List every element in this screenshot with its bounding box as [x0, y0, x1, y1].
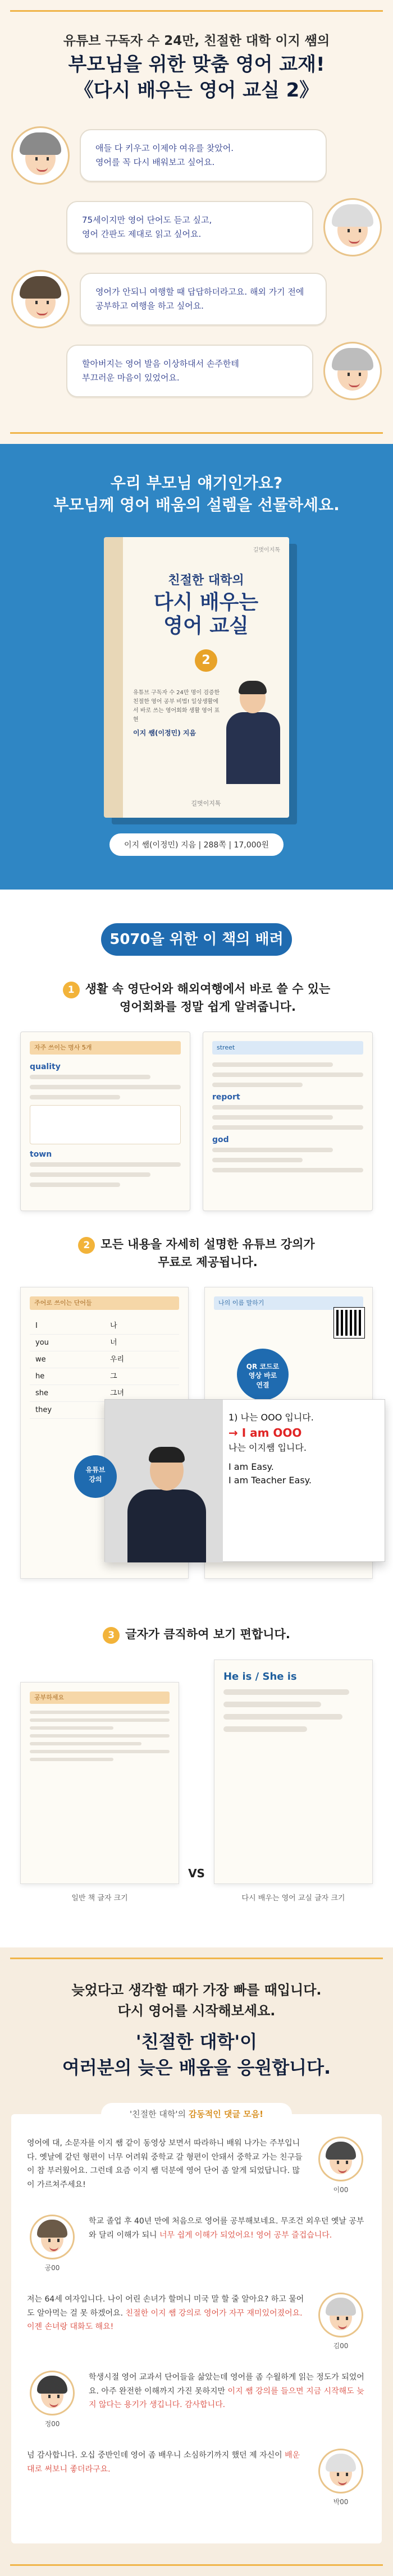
quote-bubble: 애들 다 키우고 이제야 여유를 찾았어. 영어를 꼭 다시 배워보고 싶어요. — [80, 129, 327, 182]
feature-number: 2 — [78, 1237, 95, 1254]
lead-line2: 다시 영어를 시작해보세요. — [117, 2003, 276, 2019]
review-item — [27, 2449, 366, 2506]
grandma-avatar-icon — [11, 126, 70, 185]
feature-number: 1 — [63, 982, 80, 998]
reviewer — [316, 2293, 366, 2350]
quote-item — [11, 198, 382, 256]
youtube-video-frame[interactable] — [104, 1399, 385, 1562]
reviewer — [316, 2449, 366, 2506]
book-volume: 2 — [195, 649, 217, 672]
qr-code-icon[interactable] — [334, 1308, 364, 1338]
table-row: they — [30, 1402, 179, 1419]
compare-caption: 일반 책 글자 크기 — [71, 1894, 128, 1903]
big-text-sample: He is / She is — [223, 1671, 297, 1683]
sample-word: town — [30, 1150, 52, 1159]
sample-pages — [20, 1032, 373, 1211]
table-row: he 그 — [30, 1368, 179, 1385]
book-publisher: 길벗이지톡 — [253, 547, 280, 554]
feature-line1: 글자가 큼직하여 보기 편합니다. — [125, 1628, 290, 1642]
font-size-compare — [20, 1660, 373, 1903]
grandpa-avatar-icon — [323, 342, 382, 400]
reviewer-name: 박00 — [333, 2498, 349, 2506]
testimonial-title — [11, 2029, 382, 2081]
big-page — [214, 1660, 373, 1884]
review-item — [27, 2293, 366, 2350]
pill-emphasis: 감동적인 댓글 모음! — [188, 2109, 263, 2120]
book-title-line2: 영어 교실 — [163, 614, 249, 638]
board-line: 나는 이지쌤 입니다. — [229, 1442, 307, 1454]
gift-headline-line1: 우리 부모님 얘기인가요? — [110, 473, 283, 492]
reviewer-avatar-icon — [30, 2371, 75, 2415]
reviewer-name: 김00 — [333, 2342, 349, 2350]
book-info-caption: 이지 쌤(이정민) 지음 | 288쪽 | 17,000원 — [109, 833, 284, 856]
table-row: she 그녀 — [30, 1385, 179, 1402]
grandma-avatar-icon — [11, 270, 70, 328]
lead-line1: 늦었다고 생각할 때가 가장 빠를 때입니다. — [71, 1982, 322, 1999]
book-cover — [73, 537, 320, 818]
quote-list — [11, 126, 382, 400]
video-board — [229, 1411, 377, 1487]
quote-item — [11, 270, 382, 328]
book-tagline: 유튜브 구독자 수 24만 명이 검증한 친절한 영어 공부 비법! 일상생활에서 바로 쓰는 영어회화 생활 영어 표현 — [133, 690, 220, 723]
table-row: I 나 — [30, 1318, 179, 1335]
reviewer-avatar-icon — [30, 2215, 75, 2259]
compare-big — [214, 1660, 373, 1903]
quote-bubble: 75세이지만 영어 단어도 듣고 싶고, 영어 간판도 제대로 읽고 싶어요. — [66, 201, 313, 254]
reviewer-avatar-icon — [318, 2293, 363, 2337]
review-text: 학생시절 영어 교과서 단어들을 삶았는데 영어를 좀 수월하게 읽는 정도가 되었어요. 아주 완전한 이해까지 가진 못하지만 이지 쌤 강의를 들으면 지금 시작해도 늦지 않다는 용기가 생깁니다. 감사합니다. — [89, 2373, 364, 2410]
review-item — [27, 2137, 366, 2194]
reviewer-name: 이00 — [333, 2186, 349, 2194]
gift-headline — [11, 472, 382, 516]
review-item — [27, 2215, 366, 2272]
feature-heading — [20, 1236, 373, 1271]
normal-page — [20, 1682, 179, 1884]
feature-line1: 모든 내용을 자세히 설명한 유튜브 강의가 — [100, 1237, 315, 1252]
quote-item — [11, 126, 382, 185]
reviewer-avatar-icon — [318, 2449, 363, 2494]
vs-label: VS — [188, 1867, 205, 1881]
board-line: 1) 나는 OOO 입니다. — [229, 1412, 314, 1423]
board-english: I am Teacher Easy. — [229, 1475, 312, 1486]
book — [104, 537, 289, 818]
pill-prefix: '친절한 대학'의 — [130, 2109, 189, 2120]
hero-title-line1: 부모님을 위한 맞춤 영어 교재! — [68, 53, 325, 76]
quote-bubble: 할아버지는 영어 발음 이상하대서 손주한테 부끄러운 마음이 있었어요. — [66, 345, 313, 397]
review-text: 넘 감사합니다. 오십 중반인데 영어 좀 배우니 소심하기까지 했던 제 자신이 배운 대로 써보니 좋더라구요. — [27, 2451, 300, 2474]
grandpa-avatar-icon — [323, 198, 382, 256]
compare-caption: 다시 배우는 영어 교실 글자 크기 — [241, 1894, 345, 1903]
testimonial-section — [0, 1947, 393, 2576]
feature-item — [20, 1626, 373, 1903]
teacher-photo-icon — [105, 1400, 223, 1562]
features-section — [0, 890, 393, 1947]
sample-bar: 나의 이름 말하기 — [214, 1296, 363, 1310]
sample-bar: 주어로 쓰이는 단어들 — [30, 1296, 179, 1310]
reviewer-avatar-icon — [318, 2137, 363, 2181]
hero-title-line2: 《다시 배우는 영어 교실 2》 — [74, 79, 319, 102]
gift-section — [0, 444, 393, 890]
feature-number: 3 — [103, 1627, 120, 1644]
video-sample — [20, 1287, 373, 1601]
board-answer: → I am OOO — [229, 1426, 302, 1440]
book-author: 이지 쌤(이정민) 지음 — [133, 729, 196, 737]
qr-badge: QR 코드로 영상 바로 연결 — [237, 1349, 289, 1400]
sample-page-right — [203, 1032, 373, 1211]
review-list — [11, 2114, 382, 2543]
feature-line2: 영어회화를 정말 쉽게 알려줍니다. — [120, 1000, 296, 1014]
board-english: I am Easy. — [229, 1461, 274, 1473]
reviewer — [316, 2137, 366, 2194]
table-row: you 너 — [30, 1335, 179, 1351]
quote-bubble: 영어가 안되니 여행할 때 답답하더라고요. 해외 가기 전에 공부하고 여행을 하고 싶어요. — [80, 273, 327, 326]
intro-section — [0, 0, 393, 444]
title-line2: 여러분의 늦은 배움을 응원합니다. — [62, 2056, 331, 2078]
book-title-small: 친절한 대학의 — [168, 574, 244, 588]
reviewer-name: 공00 — [44, 2264, 60, 2272]
feature-line2: 무료로 제공됩니다. — [158, 1255, 258, 1269]
sample-word: quality — [30, 1062, 61, 1072]
author-photo-icon — [223, 683, 281, 784]
sample-bar: 자주 쓰이는 명사 5개 — [30, 1041, 181, 1055]
book-title-line1: 다시 배우는 — [153, 591, 259, 615]
features-title: 5070을 위한 이 책의 배려 — [101, 923, 292, 956]
review-text: 저는 64세 여자입니다. 나이 어린 손녀가 할머니 미국 말 할 줄 알아요? 하고 물어도 알아먹는 걸 못 하겠어요. 친절한 이지 쌤 강의로 영어가 자꾸 재미있어졌어요. 이젠 손녀랑 대화도 해요! — [27, 2295, 304, 2332]
hero-title — [11, 52, 382, 104]
table-row: we 우리 — [30, 1351, 179, 1368]
sample-page-left — [20, 1032, 190, 1211]
sample-word: report — [212, 1093, 240, 1102]
sample-word: god — [212, 1135, 229, 1145]
gift-headline-line2: 부모님께 영어 배움의 설렘을 선물하세요. — [53, 495, 340, 514]
reviewer — [27, 2215, 77, 2272]
reviewer-name: 정00 — [44, 2420, 60, 2428]
review-item — [27, 2371, 366, 2428]
reviewer — [27, 2371, 77, 2428]
testimonial-lead — [11, 1980, 382, 2022]
review-text: 영어에 대, 소문자를 이지 쌤 같이 동영상 보면서 따라하니 배워 나가는 주부입니다. 옛날에 같던 형편이 너무 어려워 중학교 갈 형편이 안돼서 중학교 가는 친구들이 참 부러웠어요. 그런데 요즘 이지 쌤 덕분에 영어 단어 좀 알게 되었답니다. 많이 가르쳐주세요! — [27, 2139, 303, 2189]
sample-bar: 공부하세요 — [30, 1692, 170, 1704]
feature-heading — [20, 980, 373, 1016]
book-title-big — [123, 591, 289, 638]
quote-item — [11, 342, 382, 400]
feature-item — [20, 1236, 373, 1601]
title-line1: '친절한 대학'이 — [135, 2030, 258, 2052]
youtube-badge: 유튜브 강의 — [74, 1455, 117, 1498]
review-text: 학교 졸업 후 40년 만에 처음으로 영어를 공부해보네요. 무조건 외우던 옛날 공부와 달리 이해가 되니 너무 쉽게 이해가 되었어요! 영어 공부 즐겁습니다. — [89, 2217, 364, 2240]
book-bottom-publisher: 길벗이지톡 — [191, 800, 221, 808]
hero-subtitle: 유튜브 구독자 수 24만, 친절한 대학 이지 쌤의 — [63, 34, 330, 48]
feature-heading — [20, 1626, 373, 1644]
compare-normal — [20, 1682, 179, 1903]
feature-line1: 생활 속 영단어와 해외여행에서 바로 쓸 수 있는 — [85, 982, 331, 996]
sample-bar: street — [212, 1041, 363, 1055]
feature-item — [20, 980, 373, 1211]
